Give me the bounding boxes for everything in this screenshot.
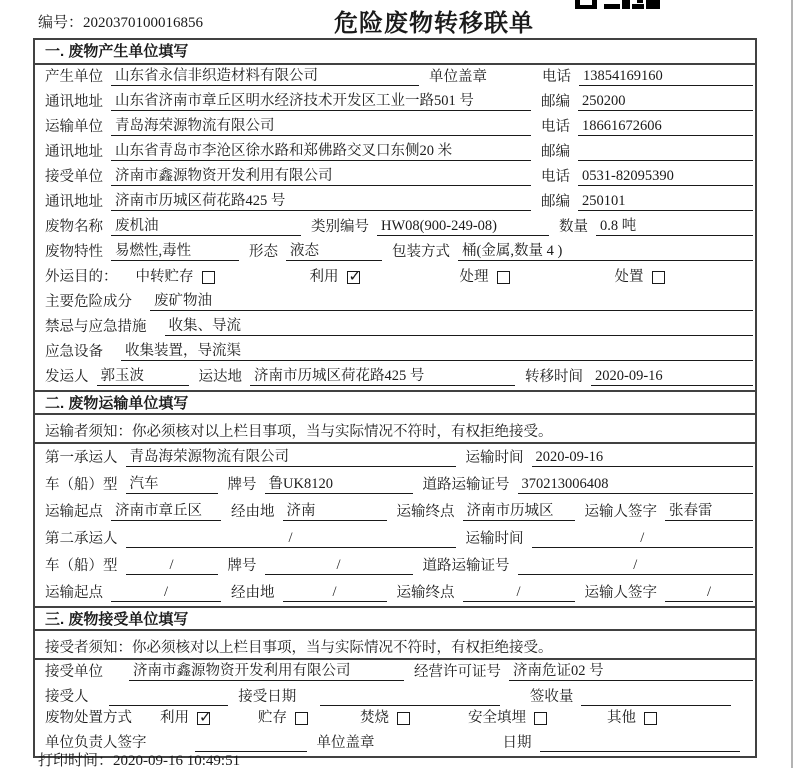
- waste-name-row: [35, 215, 755, 240]
- unit-seal2-label: 单位盖章: [316, 735, 375, 751]
- route2-row: [35, 579, 755, 606]
- carrier1-value: 青岛海荣源物流有限公司: [126, 445, 456, 467]
- disposal-option-storage: 贮存: [258, 706, 308, 727]
- producer-phone-value: 13854169160: [579, 68, 753, 86]
- carrier2-row: [35, 525, 755, 552]
- receiver-zip-value: 250101: [578, 193, 753, 211]
- origin1-value: 济南市章丘区: [111, 499, 221, 521]
- disposal-reuse-checkbox-icon: [197, 712, 210, 725]
- received-qty-label: 签收量: [529, 689, 574, 705]
- page-title: 危险废物转移联单: [334, 10, 534, 37]
- vehicle1-value: 汽车: [126, 472, 218, 494]
- quantity-value: 0.8 吨: [596, 214, 753, 236]
- sign1-label: 运输人签字: [584, 504, 657, 520]
- carrier2-value: /: [126, 530, 456, 548]
- sign2-label: 运输人签字: [584, 585, 657, 601]
- transport-time2-value: /: [532, 530, 754, 548]
- accept-unit-value: 济南市鑫源物资开发利用有限公司: [129, 659, 404, 681]
- doc-number-value: 2020370100016856: [83, 15, 204, 31]
- producer-address-value: 山东省济南市章丘区明水经济技术开发区工业一路501 号: [111, 89, 531, 111]
- transporter-phone-label: 电话: [541, 119, 570, 135]
- producer-address-row: [35, 90, 755, 115]
- carrier1-label: 第一承运人: [45, 450, 118, 466]
- disposal-landfill-checkbox-icon: [534, 712, 547, 725]
- carrier2-label: 第二承运人: [45, 531, 118, 547]
- reuse-checkbox-icon: [347, 271, 360, 284]
- consignor-label: 发运人: [45, 369, 89, 385]
- receiver-address-value: 济南市历城区荷花路425 号: [111, 189, 531, 211]
- packing-value: 桶(金属,数量 4 ): [458, 239, 753, 261]
- disposal-method-label: 废物处置方式: [45, 710, 132, 726]
- hazard-label: 主要危险成分: [45, 294, 132, 310]
- producer-row: [35, 65, 755, 90]
- vehicle2-label: 车（船）型: [45, 558, 118, 574]
- state-value: 液态: [286, 239, 382, 261]
- transport-time2-label: 运输时间: [465, 531, 524, 547]
- disposal-option-landfill: 安全填埋: [468, 706, 547, 727]
- transporter-address-label: 通讯地址: [45, 144, 103, 160]
- via2-value: /: [283, 584, 387, 602]
- purpose-option-treatment: 处理: [460, 265, 510, 286]
- permit-value: 济南危证02 号: [509, 659, 753, 681]
- receiver-phone-value: 0531-82095390: [578, 168, 753, 186]
- receiver-zip-label: 邮编: [541, 194, 570, 210]
- road-permit1-label: 道路运输证号: [422, 477, 510, 493]
- transporter-zip-value: [578, 160, 753, 161]
- vehicle2-value: /: [126, 557, 218, 575]
- disposal-option-other: 其他: [607, 706, 657, 727]
- transport-time1-label: 运输时间: [465, 450, 524, 466]
- disposal-method-row: [35, 710, 755, 731]
- packing-label: 包装方式: [392, 244, 450, 260]
- hazard-row: [35, 290, 755, 315]
- date-value: [540, 751, 740, 752]
- equipment-row: [35, 340, 755, 365]
- date-label: 日期: [502, 735, 532, 751]
- terminus2-value: /: [463, 584, 575, 602]
- disposal-other-checkbox-icon: [644, 712, 657, 725]
- qr-code-icon: [575, 0, 665, 10]
- disposal-incineration-checkbox-icon: [397, 712, 410, 725]
- treatment-checkbox-icon: [497, 271, 510, 284]
- purpose-option-reuse: 利用 ✓: [310, 265, 360, 286]
- road-permit2-value: /: [518, 557, 754, 575]
- plate1-label: 牌号: [227, 477, 257, 493]
- purpose-option-disposal: 处置: [615, 265, 665, 286]
- terminus1-value: 济南市历城区: [463, 499, 575, 521]
- destination-value: 济南市历城区荷花路425 号: [250, 364, 515, 386]
- disposal-storage-checkbox-icon: [295, 712, 308, 725]
- category-label: 类别编号: [311, 219, 369, 235]
- disposal-option-incineration: 焚烧: [360, 706, 410, 727]
- via1-value: 济南: [283, 499, 387, 521]
- origin1-label: 运输起点: [45, 504, 103, 520]
- terminus1-label: 运输终点: [396, 504, 455, 520]
- receiver-value: 济南市鑫源物资开发利用有限公司: [111, 164, 531, 186]
- producer-value: 山东省永信非织造材料有限公司: [111, 64, 419, 86]
- waste-name-value: 废机油: [111, 214, 301, 236]
- purpose-option-transfer-storage: 中转贮存: [136, 265, 215, 286]
- vehicle1-row: [35, 471, 755, 498]
- purpose-label: 外运目的：: [45, 269, 118, 285]
- producer-phone-label: 电话: [542, 69, 571, 85]
- transfer-time-label: 转移时间: [525, 369, 583, 385]
- producer-label: 产生单位: [45, 69, 103, 85]
- waste-character-value: 易燃性,毒性: [111, 239, 239, 261]
- waste-name-label: 废物名称: [45, 219, 103, 235]
- receiver-row: [35, 165, 755, 190]
- destination-label: 运达地: [198, 369, 242, 385]
- print-time-value: 2020-09-16 10:49:51: [113, 753, 241, 769]
- print-time-label: 打印时间：: [38, 753, 114, 769]
- receiver-phone-label: 电话: [541, 169, 570, 185]
- sign1-value: 张春雷: [665, 499, 753, 521]
- road-permit2-label: 道路运输证号: [422, 558, 510, 574]
- purpose-row: [35, 265, 755, 290]
- transporter-address-row: [35, 140, 755, 165]
- hazard-value: 废矿物油: [150, 289, 753, 311]
- consignor-row: [35, 365, 755, 390]
- producer-zip-value: 250200: [578, 93, 753, 111]
- road-permit1-value: 370213006408: [518, 476, 754, 494]
- producer-address-label: 通讯地址: [45, 94, 103, 110]
- section1-header: 一. 废物产生单位填写: [35, 40, 755, 65]
- transporter-row: [35, 115, 755, 140]
- producer-zip-label: 邮编: [541, 94, 570, 110]
- responsible-sign-label: 单位负责人签字: [45, 735, 147, 751]
- receiver-address-row: [35, 190, 755, 215]
- category-value: HW08(900-249-08): [377, 218, 549, 236]
- vehicle1-label: 车（船）型: [45, 477, 118, 493]
- quantity-label: 数量: [559, 219, 588, 235]
- origin2-value: /: [111, 584, 221, 602]
- transporter-label: 运输单位: [45, 119, 103, 135]
- accept-unit-label: 接受单位: [45, 664, 103, 680]
- manifest-form: [33, 38, 757, 758]
- transporter-address-value: 山东省青岛市李沧区徐水路和郑佛路交叉口东侧20 米: [111, 139, 531, 161]
- via1-label: 经由地: [231, 504, 275, 520]
- unit-seal-label: 单位盖章: [429, 69, 487, 85]
- permit-label: 经营许可证号: [414, 664, 501, 680]
- disposal-checkbox-icon: [652, 271, 665, 284]
- plate2-label: 牌号: [227, 558, 257, 574]
- acceptor-label: 接受人: [45, 689, 89, 705]
- emergency-value: 收集、导流: [165, 314, 754, 336]
- state-label: 形态: [249, 244, 278, 260]
- waste-character-label: 废物特性: [45, 244, 103, 260]
- plate1-value: 鲁UK8120: [265, 472, 413, 494]
- accept-unit-row: [35, 660, 755, 685]
- section2-header: 二. 废物运输单位填写: [35, 390, 755, 415]
- waste-character-row: [35, 240, 755, 265]
- terminus2-label: 运输终点: [396, 585, 455, 601]
- receiver-label: 接受单位: [45, 169, 103, 185]
- transporter-phone-value: 18661672606: [578, 118, 753, 136]
- transport-time1-value: 2020-09-16: [532, 449, 754, 467]
- transporter-value: 青岛海荣源物流有限公司: [111, 114, 531, 136]
- carrier1-row: [35, 444, 755, 471]
- accept-date-label: 接受日期: [238, 689, 297, 705]
- sign2-value: /: [665, 584, 753, 602]
- emergency-label: 禁忌与应急措施: [45, 319, 147, 335]
- receiver-notice: 接受者须知：你必须核对以上栏目事项，当与实际情况不符时，有权拒绝接受。: [35, 631, 755, 660]
- transporter-zip-label: 邮编: [541, 144, 570, 160]
- transfer-time-value: 2020-09-16: [591, 368, 753, 386]
- emergency-row: [35, 315, 755, 340]
- receiver-address-label: 通讯地址: [45, 194, 103, 210]
- doc-number: [38, 11, 203, 32]
- vehicle2-row: [35, 552, 755, 579]
- consignor-value: 郭玉波: [97, 364, 189, 386]
- print-time: [38, 749, 240, 770]
- transfer-storage-checkbox-icon: [202, 271, 215, 284]
- transporter-notice: 运输者须知：你必须核对以上栏目事项，当与实际情况不符时，有权拒绝接受。: [35, 415, 755, 444]
- origin2-label: 运输起点: [45, 585, 103, 601]
- disposal-option-reuse: 利用 ✓: [160, 706, 210, 727]
- route1-row: [35, 498, 755, 525]
- equipment-value: 收集装置，导流渠: [121, 339, 753, 361]
- doc-number-label: 编号：: [38, 15, 84, 31]
- page-edge-line: [791, 0, 793, 768]
- plate2-value: /: [265, 557, 413, 575]
- section3-header: 三. 废物接受单位填写: [35, 606, 755, 631]
- equipment-label: 应急设备: [45, 344, 103, 360]
- via2-label: 经由地: [231, 585, 275, 601]
